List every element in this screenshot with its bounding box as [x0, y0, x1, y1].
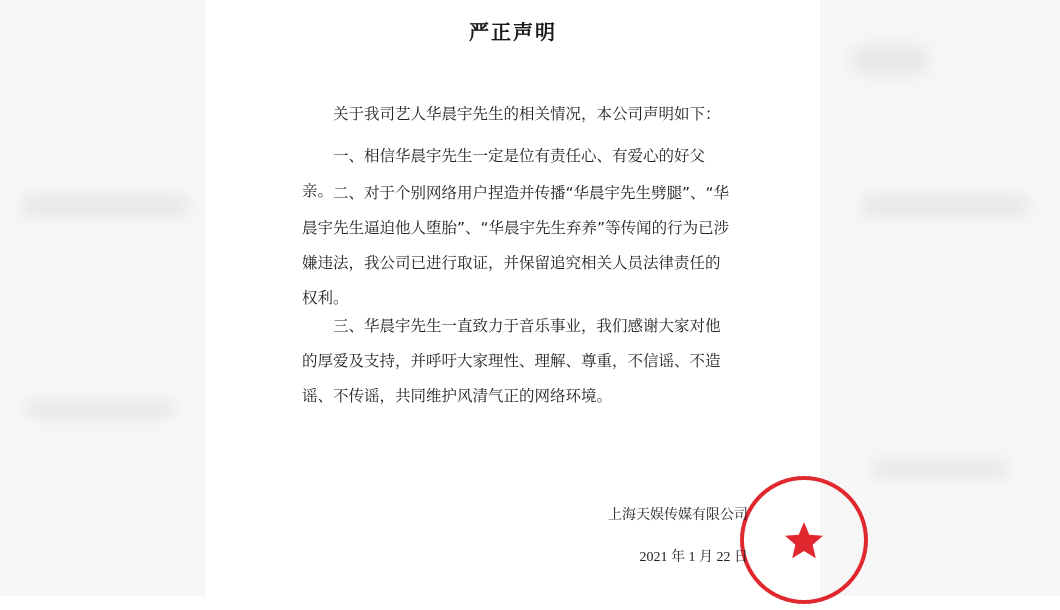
- item-3-paragraph: 三、华晨宇先生一直致力于音乐事业，我们感谢大家对他的厚爱及支持，并呼吁大家理性、理解、尊重，不信谣、不造谣、不传谣，共同维护风清气正的网络环境。: [302, 317, 721, 405]
- blurred-shape: [860, 195, 1030, 217]
- company-seal: [734, 470, 874, 610]
- signature-date: 2021 年 1 月 22 日: [639, 550, 748, 565]
- signature-company: 上海天娱传媒有限公司: [608, 508, 748, 523]
- item-2-paragraph: 二、对于个别网络用户捏造并传播“华晨宇先生劈腿”、“华晨宇先生逼迫他人堕胎”、“华晨宇先生弃养”等传闻的行为已涉嫌违法，我公司已进行取证，并保留追究相关人员法律责任的权利。: [302, 184, 730, 307]
- blurred-shape: [870, 460, 1010, 478]
- blurred-shape: [20, 195, 190, 217]
- item-1-paragraph: 一、相信华晨宇先生一定是位有责任心、有爱心的好父亲。: [302, 147, 706, 200]
- seal-star-icon: [785, 522, 823, 558]
- blurred-shape: [850, 45, 930, 75]
- left-background: [0, 0, 206, 596]
- intro-paragraph: 关于我司艺人华晨宇先生的相关情况，本公司声明如下：: [333, 105, 721, 123]
- document-title: 严正声明: [469, 20, 557, 44]
- statement-document: [206, 0, 820, 596]
- blurred-shape: [25, 400, 175, 418]
